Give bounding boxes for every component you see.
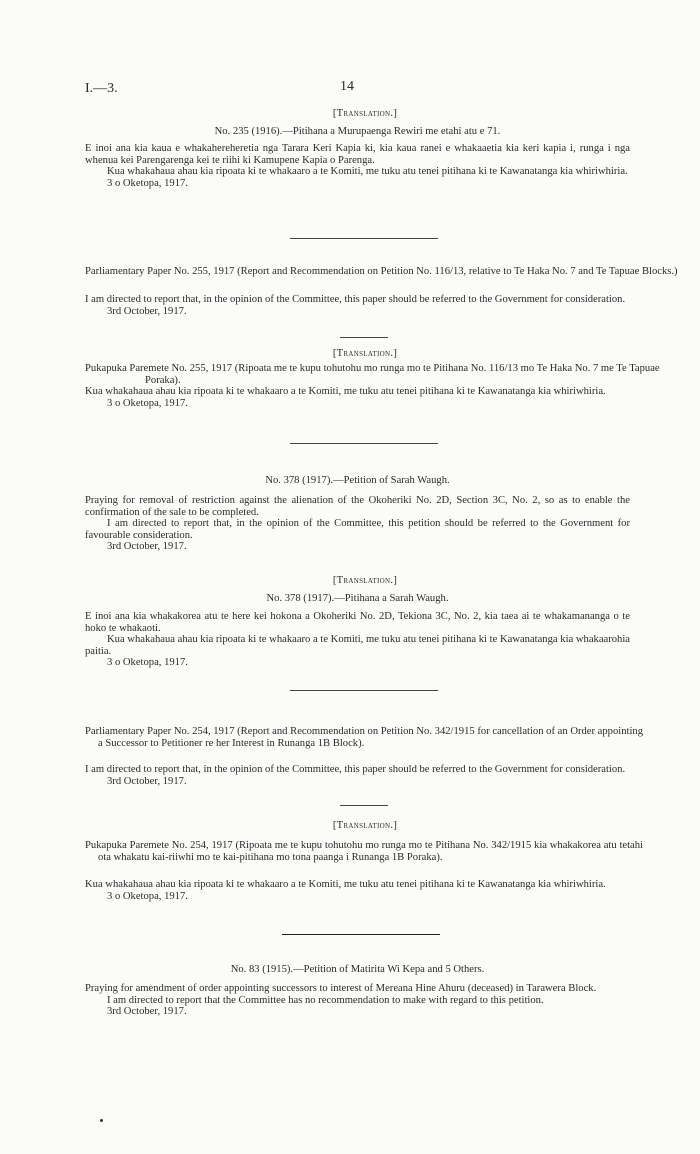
section-date: 3rd October, 1917. bbox=[107, 305, 187, 317]
section-date: 3rd October, 1917. bbox=[107, 775, 187, 787]
section-divider bbox=[290, 690, 438, 691]
section-date: 3 o Oketopa, 1917. bbox=[107, 177, 188, 189]
section-body bbox=[85, 386, 630, 409]
section-heading: Pukapuka Paremete No. 255, 1917 (Ripoata me te kupu tohutohu mo runga mo te Pitihana No. 116/13 mo Te Haka No. 7 me Te Tapuae Poraka). bbox=[85, 363, 660, 386]
section-heading: No. 83 (1915).—Petition of Matirita Wi Kepa and 5 Others. bbox=[230, 964, 485, 975]
section-body bbox=[85, 983, 630, 1018]
short-divider bbox=[340, 805, 388, 806]
committee-report: Kua whakahaua ahau kia ripoata ki te whakaaro a te Komiti, me tuku atu tenei pitihana ki te Kawanatanga kia whiriwhiria. bbox=[85, 879, 606, 890]
short-divider bbox=[340, 337, 388, 338]
section-body bbox=[85, 879, 630, 902]
section-body bbox=[85, 611, 630, 669]
translation-label: [Translation.] bbox=[332, 575, 398, 586]
committee-report: I am directed to report that the Committee has no recommendation to make with regard to this petition. bbox=[107, 994, 544, 1006]
ink-spot bbox=[100, 1119, 103, 1122]
section-heading: Parliamentary Paper No. 255, 1917 (Report and Recommendation on Petition No. 116/13, relative to Te Haka No. 7 and Te Tapuae Blocks.) bbox=[85, 266, 678, 277]
translation-label: [Translation.] bbox=[332, 348, 398, 359]
petition-text: Praying for removal of restriction against the alienation of the Okoheriki No. 2D, Section 3C, No. 2, so as to enable the confirmation of the sale to be completed. bbox=[85, 495, 630, 518]
section-heading: No. 378 (1917).—Petition of Sarah Waugh. bbox=[265, 475, 450, 486]
section-date: 3rd October, 1917. bbox=[107, 1006, 187, 1018]
section-body bbox=[85, 294, 630, 317]
section-date: 3rd October, 1917. bbox=[107, 541, 187, 553]
petition-text: E inoi ana kia whakakorea atu te here kei hokona a Okoheriki No. 2D, Tekiona 3C, No. 2, kia taea ai te whakamananga o te hoko te whakaoti. bbox=[85, 611, 630, 634]
committee-report: I am directed to report that, in the opinion of the Committee, this paper should be referred to the Government for consideration. bbox=[85, 294, 626, 305]
section-body bbox=[85, 495, 630, 553]
section-divider bbox=[290, 443, 438, 444]
committee-report: Kua whakahaua ahau kia ripoata ki te whakaaro a te Komiti, me tuku atu tenei pitihana ki te Kawanatanga kia whakaarohia paitia. bbox=[85, 634, 630, 657]
section-heading: No. 235 (1916).—Pitihana a Murupaenga Rewiri me etahi atu e 71. bbox=[214, 126, 501, 137]
section-heading: Pukapuka Paremete No. 254, 1917 (Ripoata me te kupu tohutohu mo runga mo te Pitihana No. 342/1915 kia whakakorea atu tetahi ota whakatu kai-riiwhi mo te kai-pitihana mo tona paanga i Runanga 1B Poraka). bbox=[85, 840, 643, 863]
section-body bbox=[85, 143, 630, 189]
section-divider bbox=[290, 238, 438, 239]
section-date: 3 o Oketopa, 1917. bbox=[107, 890, 188, 902]
committee-report: Kua whakahaua ahau kia ripoata ki te whakaaro a te Komiti, me tuku atu tenei pitihana ki te Kawanatanga kia whiriwhiria. bbox=[107, 166, 628, 178]
section-heading: No. 378 (1917).—Pitihana a Sarah Waugh. bbox=[266, 593, 449, 604]
section-body bbox=[85, 764, 630, 787]
committee-report: I am directed to report that, in the opinion of the Committee, this paper should be referred to the Government for consideration. bbox=[85, 764, 626, 775]
document-reference: I.—3. bbox=[85, 81, 118, 96]
committee-report: I am directed to report that, in the opinion of the Committee, this petition should be referred to the Government for favourable consideration. bbox=[85, 518, 630, 541]
section-date: 3 o Oketopa, 1917. bbox=[107, 397, 188, 409]
translation-label: [Translation.] bbox=[332, 820, 398, 831]
committee-report: Kua whakahaua ahau kia ripoata ki te whakaaro a te Komiti, me tuku atu tenei pitihana ki te Kawanatanga kia whiriwhiria. bbox=[85, 386, 606, 397]
petition-text: E inoi ana kia kaua e whakahereheretia nga Tarara Keri Kapia ki, kia kaua ranei e whakaaetia kia keri kapia i, runga i nga whenua kei Parengarenga kei te riihi ki Kamupene Kapia o Parenga. bbox=[85, 143, 630, 166]
section-heading: Parliamentary Paper No. 254, 1917 (Report and Recommendation on Petition No. 342/1915 for cancellation of an Order appointing a Successor to Petitioner re her Interest in Runanga 1B Block). bbox=[85, 726, 643, 749]
translation-label: [Translation.] bbox=[332, 108, 398, 119]
section-divider bbox=[282, 934, 440, 935]
page-number: 14 bbox=[340, 79, 354, 94]
petition-text: Praying for amendment of order appointing successors to interest of Mereana Hine Ahuru (deceased) in Tarawera Block. bbox=[85, 983, 597, 994]
section-date: 3 o Oketopa, 1917. bbox=[107, 657, 188, 669]
